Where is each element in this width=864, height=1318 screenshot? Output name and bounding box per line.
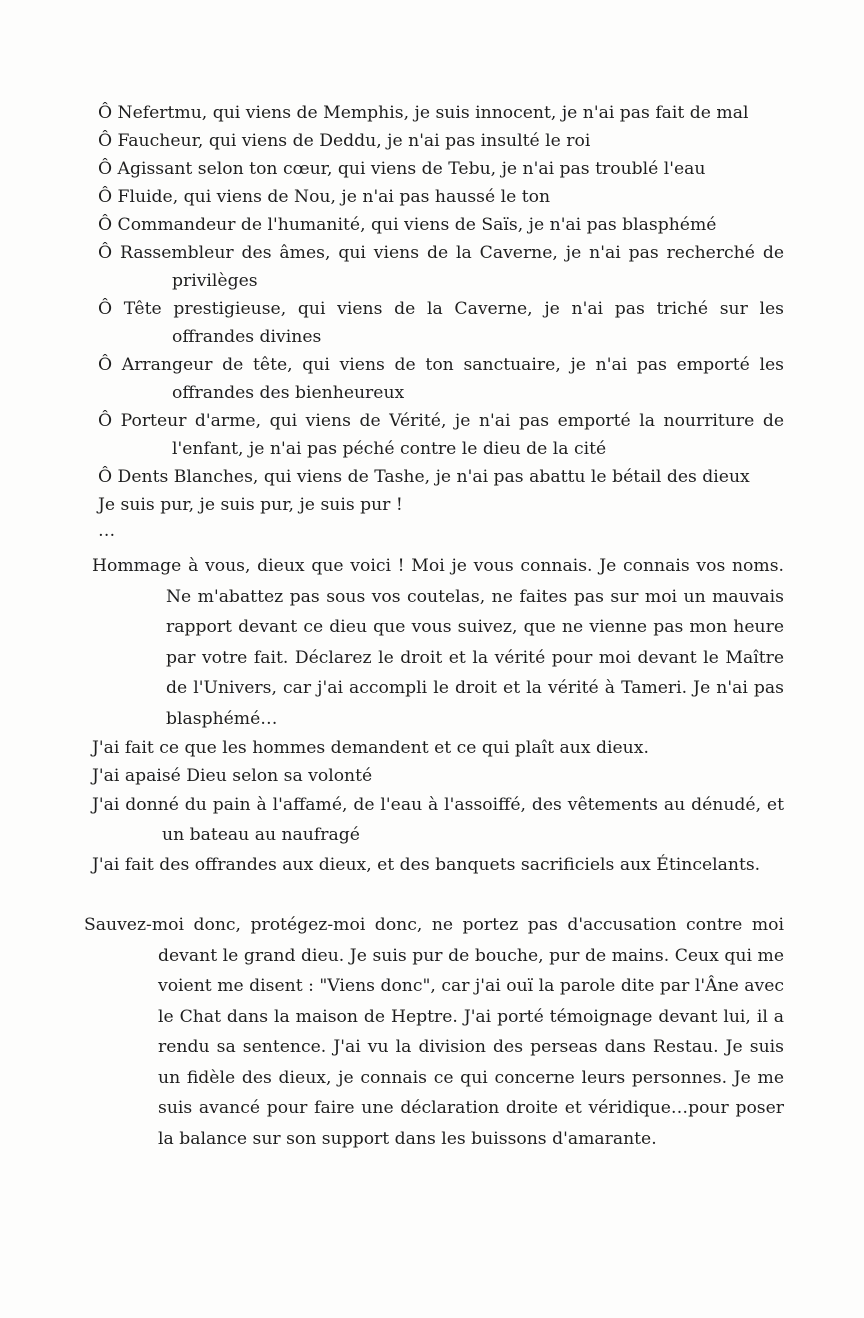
closing-paragraph: Sauvez-moi donc, protégez-moi donc, ne portez pas d'accusation contre moi devant le grand dieu. Je suis pur de bouche, pur de mains. Ceux qui me voient me disent : "Viens donc", car j'ai ouï la parole dite par l'Âne avec le Chat dans la maison de Heptre. J'ai porté témoignage devant lui, il a rendu sa sentence. J'ai vu la division des perseas dans Restau. Je suis un fidèle des dieux, je connais ce qui concerne leurs personnes. Je me suis avancé pour faire une déclaration droite et véridique…pour poser la balance sur son support dans les buissons d'amarante. bbox=[84, 915, 784, 1149]
hommage-paragraph: Hommage à vous, dieux que voici ! Moi je vous connais. Je connais vos noms. Ne m'abattez pas sous vos coutelas, ne faites pas sur moi un mauvais rapport devant ce dieu que vous suivez, que ne vienne pas mon heure par votre fait. Déclarez le droit et la vérité pour moi devant le Maître de l'Univers, car j'ai accompli le droit et la vérité à Tameri. Je n'ai pas blasphémé… bbox=[92, 556, 784, 729]
confession-line-9: Ô Porteur d'arme, qui viens de Vérité, je n'ai pas emporté la nourriture de l'enfant, je n'ai pas péché contre le dieu de la cité bbox=[98, 411, 784, 459]
declaration-line-1: J'ai fait ce que les hommes demandent et ce qui plaît aux dieux. bbox=[92, 738, 649, 758]
confession-line-7: Ô Tête prestigieuse, qui viens de la Caverne, je n'ai pas triché sur les offrandes divines bbox=[98, 299, 784, 347]
confession-line-1: Ô Nefertmu, qui viens de Memphis, je suis innocent, je n'ai pas fait de mal bbox=[98, 103, 749, 123]
confession-line-3: Ô Agissant selon ton cœur, qui viens de Tebu, je n'ai pas troublé l'eau bbox=[98, 159, 706, 179]
confession-line-2: Ô Faucheur, qui viens de Deddu, je n'ai pas insulté le roi bbox=[98, 131, 591, 151]
ellipsis-line: … bbox=[98, 521, 116, 541]
confession-line-10: Ô Dents Blanches, qui viens de Tashe, je n'ai pas abattu le bétail des dieux bbox=[98, 467, 750, 487]
confession-line-5: Ô Commandeur de l'humanité, qui viens de Saïs, je n'ai pas blasphémé bbox=[98, 215, 717, 235]
confession-line-6: Ô Rassembleur des âmes, qui viens de la Caverne, je n'ai pas recherché de privilèges bbox=[98, 243, 784, 291]
declaration-line-3: J'ai donné du pain à l'affamé, de l'eau à l'assoiffé, des vêtements au dénudé, et un bateau au naufragé bbox=[92, 795, 784, 845]
paragraph-gap bbox=[92, 880, 784, 910]
page-text bbox=[84, 99, 784, 1154]
purity-line: Je suis pur, je suis pur, je suis pur ! bbox=[98, 495, 403, 515]
declaration-line-4: J'ai fait des offrandes aux dieux, et des banquets sacrificiels aux Étincelants. bbox=[92, 855, 761, 875]
confession-line-4: Ô Fluide, qui viens de Nou, je n'ai pas haussé le ton bbox=[98, 187, 551, 207]
confession-line-8: Ô Arrangeur de tête, qui viens de ton sanctuaire, je n'ai pas emporté les offrandes des bienheureux bbox=[98, 355, 784, 403]
declaration-line-2: J'ai apaisé Dieu selon sa volonté bbox=[92, 766, 373, 786]
